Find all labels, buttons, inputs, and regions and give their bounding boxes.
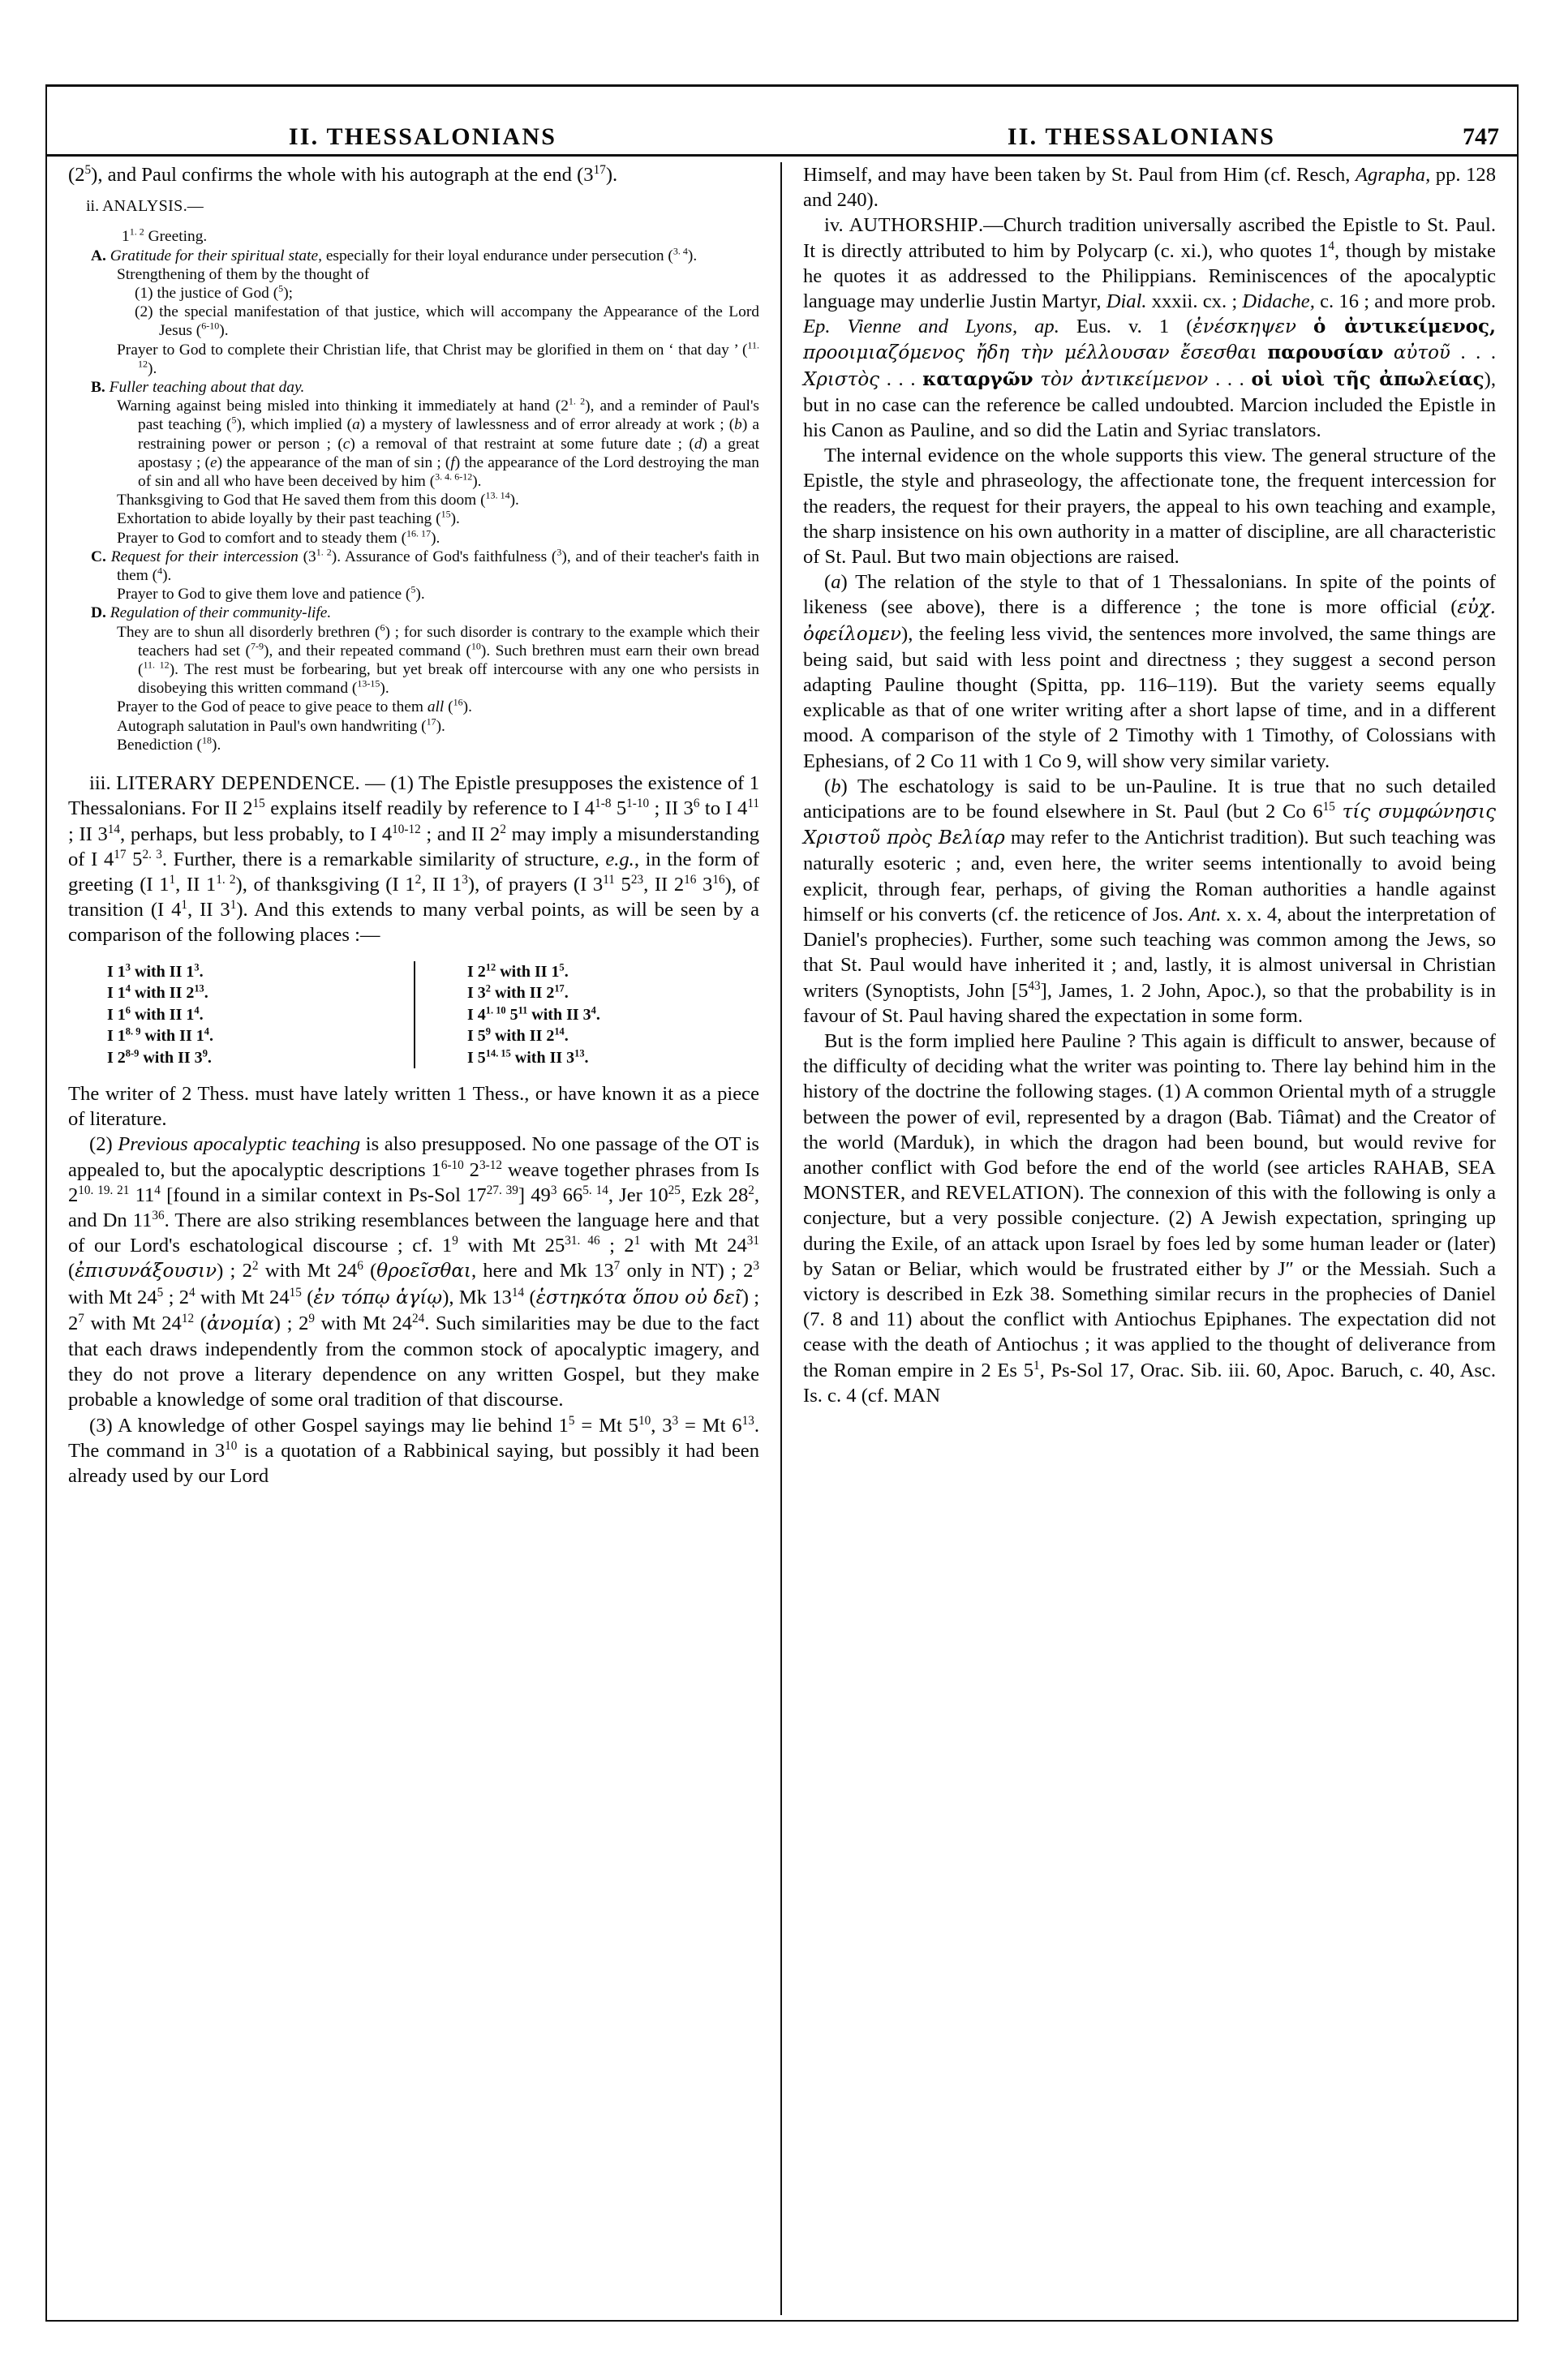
verse-row: I $4^{1. 10}$ $5^{11}$ with II $3^4$. (467, 1003, 600, 1024)
spacer (68, 754, 759, 771)
analysis-d-body: They are to shun all disorderly brethren ($^6$) ; for such disorder is contrary to the example which their teachers had set ($^{7-9}$), and their repeated command ($^{10}$). Such brethren must earn their own bread ($^{11. 12}$). The rest must be forbearing, but yet break off intercourse with any one who persists in disobeying this written command ($^{13-15}$). (117, 621, 759, 698)
verse-row: I $3^2$ with II $2^{17}$. (467, 982, 569, 1003)
verse-row: I $5^9$ with II $2^{14}$. (467, 1025, 569, 1046)
running-head-left-title: II. THESSALONIANS (288, 123, 557, 150)
analysis-item-d: D. Regulation of their community-life. (91, 604, 332, 622)
analysis-outline (68, 221, 759, 754)
left-column (47, 162, 782, 2315)
analysis-a-point-1: (1) the justice of God ($^5$); (135, 282, 294, 303)
verse-row: I $1^4$ with II $2^{13}$. (107, 982, 208, 1003)
verse-table-left-column (68, 961, 414, 1069)
running-head-right-title (782, 123, 1501, 151)
objection-b-paragraph: (b) The eschatology is said to be un-Pauline. It is true that no such detailed anticipations are to be found elsewhere in St. Paul (but 2 Co $6^{15}$ τίς συμφώνησις Χριστοῦ πρὸς Βελίαρ may refer to the Antichrist tradition). But such teaching was naturally esoteric ; and, even here, the writer seems intentionally to avoid being explicit, through fear, perhaps, of giving the Roman authorities a handle against himself or his converts (cf. the reticence of Jos. Ant. x. x. 4, about the interpretation of Daniel's prophecies). Further, some such teaching was common among the Jews, so that St. Paul would have inherited it ; and, lastly, it is almost universal in Christian writers (Synoptists, John $[5^{43}]$, James, 1. 2 John, Apoc.), so that the probability is in favour of St. Paul having shared the expectation in some form. (803, 775, 1496, 1027)
internal-evidence-paragraph: The internal evidence on the whole supports this view. The general structure of the Epistle, the style and phraseology, the affectionate tone, the frequent intercession for the readers, the request for their prayers, the appeal to his own teaching and example, the sharp insistence on his own authority in a matter of discipline, are all characteristic of St. Paul. But two main objections are raised. (803, 445, 1496, 569)
literary-dependence-paragraph-3: (2) Previous apocalyptic teaching is also presupposed. No one passage of the OT is appealed to, but the apocalyptic descriptions 1$^{6-10}$ 2$^{3-12}$ weave together phrases from Is $2^{10. 19. 21}$ $11^4$ [found in a similar context in Ps-Sol $17^{27. 39}$] $49^3$ $66^{5. 14}$, Jer $10^{25}$, Ezk $28^2$, and Dn $11^{36}$. There are also striking resemblances between the language here and that of our Lord's eschatological discourse ; cf. $1^9$ with Mt $25^{31. 46}$ ; $2^1$ with Mt $24^{31}$ (ἐπισυνάξουσιν) ; $2^2$ with Mt $24^6$ (θροεῖσθαι, here and Mk $13^7$ only in NT) ; $2^3$ with Mt $24^5$ ; $2^4$ with Mt $24^{15}$ (ἐν τόπῳ ἁγίῳ), Mk $13^{14}$ (ἑστηκότα ὅπου οὐ δεῖ) ; $2^7$ with Mt $24^{12}$ (ἀνομία) ; $2^9$ with Mt $24^{24}$. Such similarities may be due to the fact that each draws independently from the common stock of apocalyptic imagery, and they do not prove a literary dependence on any written Gospel, but they make probable a knowledge of some oral tradition of that discourse. (68, 1133, 760, 1411)
literary-dependence-paragraph-2: The writer of 2 Thess. must have lately written 1 Thess., or have known it as a piece of literature. (68, 1083, 759, 1131)
analysis-item-b: B. Fuller teaching about that day. (91, 379, 305, 397)
analysis-a-prayer: Prayer to God to complete their Christian life, that Christ may be glorified in them on ‘ that day ’ ($^{11. 12}$). (117, 339, 759, 377)
analysis-greeting: $1^{1. 2}$ Greeting. (122, 226, 208, 246)
analysis-c-prayer: Prayer to God to give them love and patience ($^5$). (117, 583, 425, 604)
verse-row: I $2^{12}$ with II $1^5$. (467, 960, 569, 981)
running-head-right-label: II. THESSALONIANS (1007, 123, 1276, 150)
verse-row: I $5^{14. 15}$ with II $3^{13}$. (467, 1046, 589, 1067)
spacer (68, 187, 759, 194)
analysis-heading: ii. ANALYSIS.— (86, 197, 204, 216)
analysis-d-prayer: Prayer to the God of peace to give peace to them all ($^{16}$). (117, 697, 472, 716)
analysis-d-benediction: Benediction ($^{18}$). (117, 734, 221, 754)
analysis-b-warning: Warning against being misled into thinking it immediately at hand $(2^{1. 2})$, and a reminder of Paul's past teaching ($^5$), which implied (a) a mystery of lawlessness and of error already at work ; (b) a restraining power or person ; (c) a removal of that restraint at some future date ; (d) a great apostasy ; (e) the appearance of the man of sin ; (f) the appearance of the Lord destroying the man of sin and all who have been deceived by him ($^{3. 4. 6-12}$). (117, 395, 760, 491)
verse-table-right-column (414, 961, 759, 1069)
running-head (45, 84, 1519, 154)
analysis-b-exhortation: Exhortation to abide loyally by their past teaching ($^{15}$). (117, 508, 460, 528)
right-column (782, 162, 1517, 2315)
right-paragraph-1: Himself, and may have been taken by St. Paul from Him (cf. Resch, Agrapha, pp. 128 and 240). (803, 164, 1496, 212)
verse-row: I $1^{8. 9}$ with II $1^4$. (107, 1025, 213, 1046)
authorship-paragraph: iv. AUTHORSHIP.—Church tradition universally ascribed the Epistle to St. Paul. It is directly attributed to him by Polycarp (c. xi.), who quotes $1^4$, though by mistake he quotes it as addressed to the Philippians. Reminiscences of the apocalyptic language may underlie Justin Martyr, Dial. xxxii. cx. ; Didache, c. 16 ; and more prob. Ep. Vienne and Lyons, ap. Eus. v. 1 (ἐνέσκηψεν ὁ ἀντικείμενος, προοιμιαζόμενος ἤδη τὴν μέλλουσαν ἔσεσθαι παρουσίαν αὐτοῦ . . . Χριστὸς . . . καταργῶν τὸν ἀντικείμενον . . . οἱ υἱοὶ τῆς ἀπωλείας), but in no case can the reference be called undoubted. Marcion included the Epistle in his Canon as Pauline, and so did the Latin and Syriac translators. (803, 214, 1497, 442)
literary-dependence-paragraph-4: (3) A knowledge of other Gospel sayings may lie behind $1^5 = Mt$ $5^{10}$, $3^3 = Mt$ $6^{13}$. The command in $3^{10}$ is a quotation of a Rabbinical saying, but possibly it had been already used by our Lord (68, 1413, 759, 1488)
analysis-item-c: C. Request for their intercession $(3^{1. 2})$. Assurance of God's faithfulness ($^3$), and of their teacher's faith in them ($^4$). (91, 546, 759, 585)
opening-paragraph: $(2^5)$, and Paul confirms the whole with his autograph at the end $(3^{17})$. (68, 162, 618, 186)
verse-row: I $1^3$ with II $1^3$. (107, 960, 204, 981)
verse-row: I 2$^{8-9}$ with II $3^9$. (107, 1046, 212, 1067)
analysis-a-point-2: (2) the special manifestation of that justice, which will accompany the Appearance of the Lord Jesus ($^{6-10}$). (135, 303, 759, 340)
verse-comparison-table (68, 961, 759, 1069)
two-column-body (47, 162, 1517, 2315)
analysis-d-autograph: Autograph salutation in Paul's own handwriting ($^{17}$). (117, 715, 445, 735)
doctrine-stages-paragraph: But is the form implied here Pauline ? This again is difficult to answer, because of the difficulty of deciding what the writer was pointing to. There lay behind him in the history of the doctrine the following stages. (1) A common Oriental myth of a struggle between the power of evil, represented by a dragon (Bab. Tiâmat) and the Creator of the world (Marduk), in which the dragon had been bound, but would revive for another conflict with God before the end of the world (see articles RAHAB, SEA MONSTER, and REVELATION). The connexion of this with the following is only a conjecture, but a very possible conjecture. (2) A Jewish expectation, springing up during the Exile, of an attack upon Israel by foes led by some human leader or (later) by Satan or Beliar, which would be frustrated either by J″ or the Messiah. Such a victory is described in Ezk 38. Something similar recurs in the prophecies of Daniel (7. 8 and 11) about the conflict with Antiochus Epiphanes. The expectation did not cease with the death of Antiochus ; it was applied to the thought of deliverance from the Roman empire in 2 Es $5^1$, Ps-Sol 17, Orac. Sib. iii. 60, Apoc. Baruch, c. 40, Asc. Is. c. 4 (cf. MAN (803, 1029, 1496, 1407)
objection-a-paragraph: (a) The relation of the style to that of 1 Thessalonians. In spite of the points of likeness (see above), there is a difference ; the tone is more official (εὐχ. ὀφείλομεν), the feeling less vivid, the sentences more involved, the same things are being said, but said with less point and directness ; they suggest a second person adapting Pauline thought (Spitta, pp. 116–119). But the variety seems equally explicable as that of one writer writing after a short lapse of time, and in a different mood. A comparison of the style of 2 Timothy with 1 Timothy, of Colossians with Ephesians, of 2 Co 11 with 1 Co 9, will show very similar variety. (803, 571, 1496, 772)
analysis-a-strengthening: Strengthening of them by the thought of (117, 265, 370, 283)
spacer (68, 221, 759, 227)
analysis-b-prayer: Prayer to God to comfort and to steady them ($^{16. 17}$). (117, 527, 440, 547)
page-number: 747 (1463, 123, 1499, 150)
verse-row: I $1^6$ with II $1^4$. (107, 1003, 204, 1024)
header-divider-rule (45, 154, 1519, 157)
analysis-b-thanksgiving: Thanksgiving to God that He saved them from this doom ($^{13. 14}$). (117, 489, 519, 509)
literary-dependence-paragraph-1: iii. LITERARY DEPENDENCE. — (1) The Epistle presupposes the existence of 1 Thessalonians. For II $2^{15}$ explains itself readily by reference to I 4$^{1-8}$ 5$^{1-10}$ ; II $3^6$ to I $4^{11}$ ; II $3^{14}$, perhaps, but less probably, to I 4$^{10-12}$ ; and II $2^2$ may imply a misunderstanding of I $4^{17}$ $5^{2. 3}$. Further, there is a remarkable similarity of structure, e.g., in the form of greeting (I $1^1$, II $1^{1. 2}$), of thanksgiving (I $1^2$, II $1^3$), of prayers (I $3^{11}$ $5^{23}$, II $2^{16}$ $3^{16}$), of transition (I $4^1$, II $3^1$). And this extends to many verbal points, as will be seen by a comparison of the following places :— (68, 772, 760, 947)
analysis-item-a: A. Gratitude for their spiritual state, especially for their loyal endurance under persecution ($^{3. 4}$). (91, 245, 698, 264)
